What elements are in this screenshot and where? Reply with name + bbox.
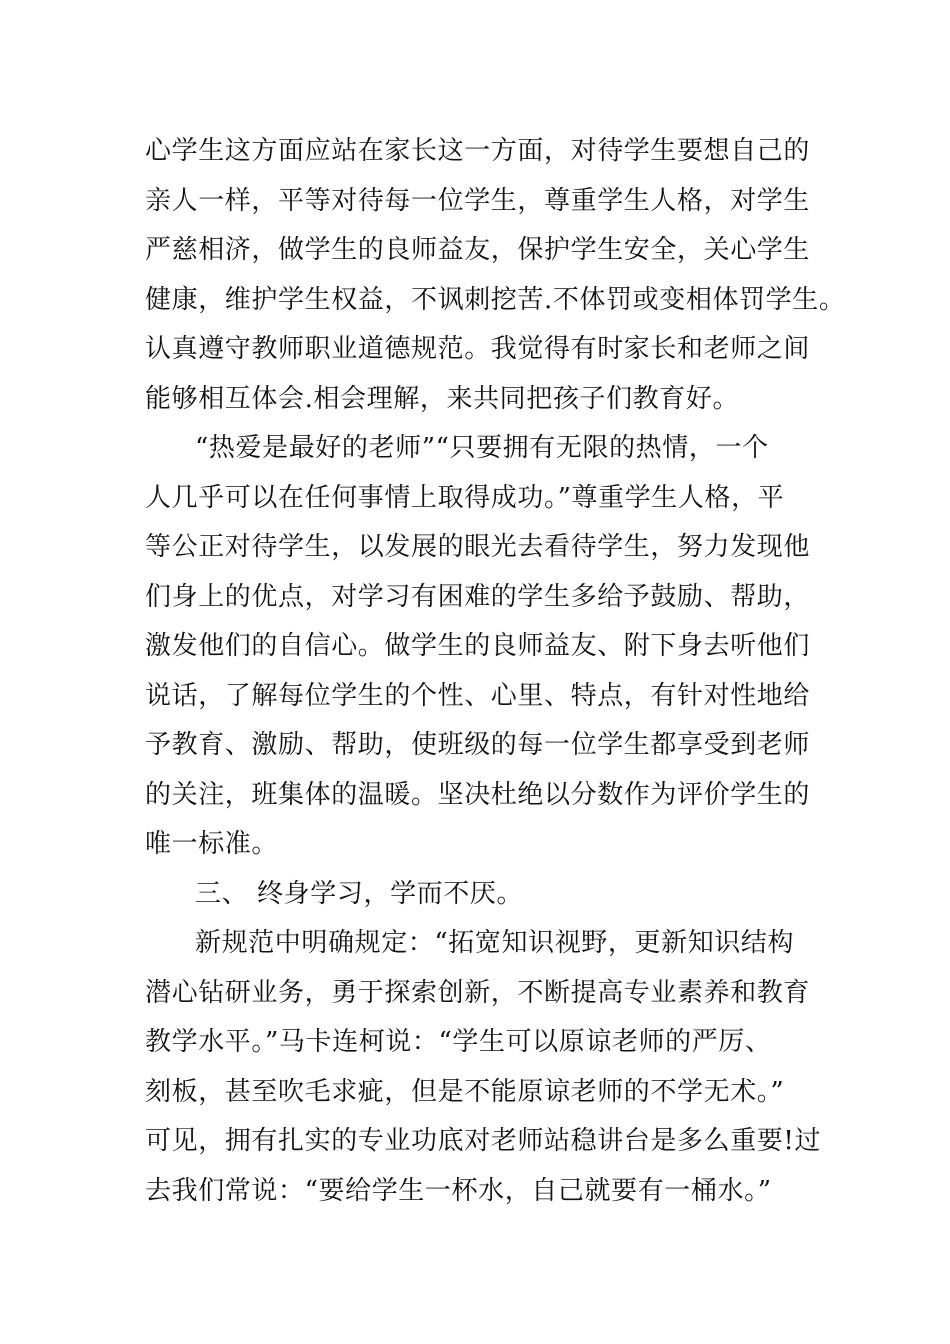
text-line: 可见，拥有扎实的专业功底对老师站稳讲台是多么重要!过: [145, 1126, 822, 1156]
text-line: 说话，了解每位学生的个性、心里、特点，有针对性地给: [145, 680, 811, 711]
paragraph-start-line: 新规范中明确规定：“拓宽知识视野，更新知识结构: [195, 928, 795, 958]
text-line: 潜心钻研业务，勇于探索创新，不断提高专业素养和教育: [145, 977, 811, 1008]
text-line: 严慈相济，做学生的良师益友，保护学生安全，关心学生: [145, 235, 811, 265]
text-line: 能够相互体会.相会理解，来共同把孩子们教育好。: [145, 383, 740, 414]
text-line: 予教育、激励、帮助，使班级的每一位学生都享受到老师: [145, 730, 811, 760]
text-line: 亲人一样，平等对待每一位学生，尊重学生人格，对学生: [145, 185, 811, 216]
text-line: 等公正对待学生，以发展的眼光去看待学生，努力发现他: [145, 532, 811, 562]
section-heading: 三、 终身学习，学而不厌。: [195, 878, 524, 909]
text-line: 的关注，班集体的温暖。坚决杜绝以分数作为评价学生的: [145, 779, 811, 810]
text-line: 教学水平。”马卡连柯说：“学生可以原谅老师的严厉、: [145, 1027, 772, 1057]
text-line: 心学生这方面应站在家长这一方面，对待学生要想自己的: [145, 136, 811, 166]
text-line: 们身上的优点，对学习有困难的学生多给予鼓励、帮助，: [145, 581, 811, 612]
text-line: 刻板，甚至吹毛求疵，但是不能原谅老师的不学无术。”: [145, 1076, 785, 1107]
body-text: [145, 127, 846, 1216]
text-line: 健康，维护学生权益，不讽刺挖苦.不体罚或变相体罚学生。: [145, 284, 846, 315]
text-line: 去我们常说：“要给学生一杯水，自己就要有一桶水。”: [145, 1175, 772, 1206]
text-line: 认真遵守教师职业道德规范。我觉得有时家长和老师之间: [145, 334, 811, 364]
text-line: 唯一标准。: [145, 829, 279, 859]
text-line: 激发他们的自信心。做学生的良师益友、附下身去听他们: [145, 631, 811, 661]
paragraph-start-line: “热爱是最好的老师”“只要拥有无限的热情，一个: [195, 433, 769, 463]
text-line: 人几乎可以在任何事情上取得成功。”尊重学生人格，平: [145, 482, 785, 513]
